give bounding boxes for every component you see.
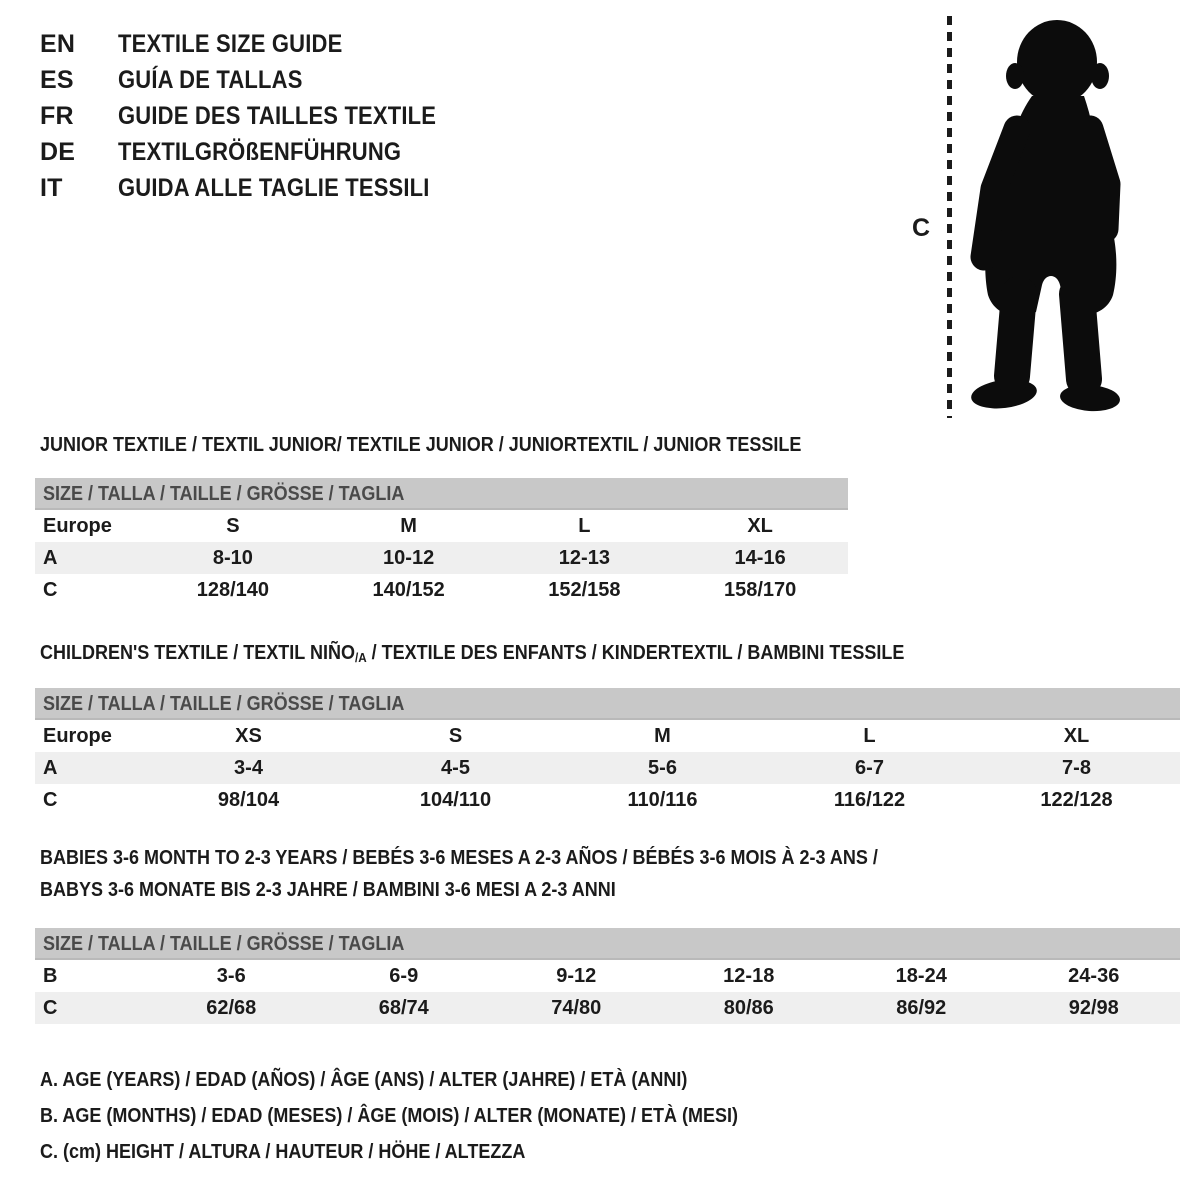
- size-cell: XL: [1063, 724, 1090, 747]
- size-cell: XS: [235, 724, 262, 747]
- age-cell: 12-18: [723, 964, 775, 987]
- height-cell: 152/158: [548, 578, 621, 601]
- size-table-header: SIZE / TALLA / TAILLE / GRÖSSE / TAGLIA: [35, 478, 848, 510]
- height-cell: 110/116: [627, 788, 698, 811]
- height-cell: 98/104: [217, 788, 280, 811]
- height-cell: 92/98: [1068, 996, 1119, 1019]
- table-row-height-cm: [35, 784, 1180, 816]
- age-cell: 18-24: [895, 964, 947, 987]
- age-cell: 9-12: [556, 964, 597, 987]
- age-cell: 6-9: [389, 964, 419, 987]
- age-cell: 14-16: [734, 546, 786, 569]
- babies-section-title-line1: BABIES 3-6 MONTH TO 2-3 YEARS / BEBÉS 3-6 MESES A 2-3 AÑOS / BÉBÉS 3-6 MOIS À 2-3 ANS /: [40, 847, 878, 869]
- babies-section: [35, 842, 1180, 1024]
- legend-age-months: B. AGE (MONTHS) / EDAD (MESES) / ÂGE (MOIS) / ALTER (MONATE) / ETÀ (MESI): [40, 1105, 738, 1127]
- lang-row-es: [40, 62, 480, 98]
- children-section-title: CHILDREN'S TEXTILE / TEXTIL NIÑO/A / TEXTILE DES ENFANTS / KINDERTEXTIL / BAMBINI TESSILE: [40, 642, 905, 665]
- toddler-silhouette-icon: [962, 14, 1142, 420]
- size-table-header: SIZE / TALLA / TAILLE / GRÖSSE / TAGLIA: [35, 688, 1180, 720]
- children-section: [35, 640, 1180, 816]
- height-measure-dashed-line: [947, 16, 952, 418]
- table-row-europe: [35, 510, 848, 542]
- row-label: B: [43, 964, 58, 987]
- age-cell: 8-10: [212, 546, 253, 569]
- height-cell: 122/128: [1040, 788, 1113, 811]
- children-size-table: [35, 688, 1180, 816]
- table-row-age-years: [35, 542, 848, 574]
- row-label: Europe: [43, 724, 112, 747]
- lang-code: DE: [40, 137, 76, 166]
- age-cell: 7-8: [1062, 756, 1091, 779]
- table-row-age-years: [35, 752, 1180, 784]
- height-cell: 80/86: [723, 996, 774, 1019]
- row-label: C: [43, 996, 58, 1019]
- age-cell: 3-6: [216, 964, 246, 987]
- table-row-height-cm: [35, 992, 1180, 1024]
- height-cell: 68/74: [378, 996, 429, 1019]
- row-label: Europe: [43, 514, 112, 537]
- measurement-legend: [40, 1062, 816, 1170]
- lang-code: IT: [40, 173, 63, 202]
- height-cell: 62/68: [206, 996, 257, 1019]
- height-cell: 158/170: [723, 578, 797, 601]
- size-table-header: SIZE / TALLA / TAILLE / GRÖSSE / TAGLIA: [35, 928, 1180, 960]
- babies-section-title-line2: BABYS 3-6 MONATE BIS 2-3 JAHRE / BAMBINI 3-6 MESI A 2-3 ANNI: [40, 879, 616, 901]
- junior-section-title: JUNIOR TEXTILE / TEXTIL JUNIOR/ TEXTILE JUNIOR / JUNIORTEXTIL / JUNIOR TESSILE: [40, 434, 802, 456]
- height-cell: 128/140: [196, 578, 270, 601]
- lang-code: FR: [40, 101, 74, 130]
- age-cell: 6-7: [855, 756, 884, 779]
- junior-section: [35, 432, 848, 606]
- height-cell: 104/110: [419, 788, 492, 811]
- age-cell: 12-13: [558, 546, 610, 569]
- row-label: A: [43, 546, 58, 569]
- height-cell: 74/80: [551, 996, 602, 1019]
- age-cell: 3-4: [234, 756, 263, 779]
- size-cell: L: [578, 514, 591, 537]
- nino-a-subscript: /A: [354, 650, 367, 665]
- table-row-age-months: [35, 960, 1180, 992]
- size-cell: S: [226, 514, 240, 537]
- guide-title: TEXTILE SIZE GUIDE: [118, 29, 343, 58]
- size-cell: L: [863, 724, 876, 747]
- row-label: C: [43, 788, 58, 811]
- lang-code: EN: [40, 29, 76, 58]
- lang-row-de: [40, 134, 480, 170]
- guide-title: GUÍA DE TALLAS: [118, 65, 303, 94]
- lang-row-fr: [40, 98, 480, 134]
- guide-title: GUIDE DES TAILLES TEXTILE: [118, 101, 437, 130]
- size-cell: S: [448, 724, 463, 747]
- size-cell: M: [654, 724, 671, 747]
- size-cell: XL: [747, 514, 773, 537]
- lang-code: ES: [40, 65, 74, 94]
- age-cell: 24-36: [1068, 964, 1120, 987]
- size-cell: M: [400, 514, 417, 537]
- age-cell: 5-6: [648, 756, 677, 779]
- height-cell: 140/152: [372, 578, 445, 601]
- table-row-europe: [35, 720, 1180, 752]
- legend-age-years: A. AGE (YEARS) / EDAD (AÑOS) / ÂGE (ANS) / ALTER (JAHRE) / ETÀ (ANNI): [40, 1069, 688, 1091]
- row-label: A: [43, 756, 58, 779]
- lang-row-en: [40, 26, 480, 62]
- legend-height-cm: C. (cm) HEIGHT / ALTURA / HAUTEUR / HÖHE / ALTEZZA: [40, 1141, 526, 1163]
- language-title-list: [40, 26, 480, 206]
- guide-title: GUIDA ALLE TAGLIE TESSILI: [118, 173, 430, 202]
- row-label: C: [43, 578, 58, 601]
- age-cell: 10-12: [383, 546, 435, 569]
- age-cell: 4-5: [441, 756, 470, 779]
- junior-size-table: [35, 478, 848, 606]
- height-cell: 86/92: [896, 996, 947, 1019]
- height-cell: 116/122: [833, 788, 906, 811]
- lang-row-it: [40, 170, 480, 206]
- babies-size-table: [35, 928, 1180, 1024]
- table-row-height-cm: [35, 574, 848, 606]
- height-measure-label: C: [912, 214, 931, 242]
- guide-title: TEXTILGRÖßENFÜHRUNG: [118, 137, 402, 166]
